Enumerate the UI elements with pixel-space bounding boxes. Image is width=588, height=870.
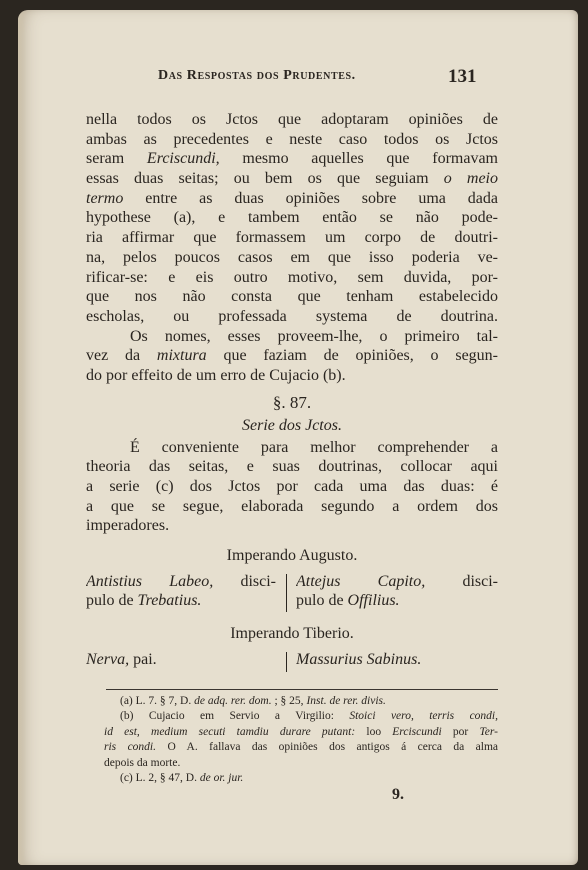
text-line: [296, 572, 498, 591]
jurist-name: Nerva,: [86, 651, 130, 669]
text-line: ambas as precedentes e neste caso todos os Jctos: [86, 130, 498, 148]
text-line: [296, 650, 498, 669]
text-line: É conveniente para melhor comprehender a: [130, 438, 498, 456]
master-name: Trebatius.: [137, 592, 202, 610]
footnote-b-cont: depois da morte.: [104, 756, 181, 769]
book-page: [18, 10, 578, 865]
emperor-heading-augustus: Imperando Augusto.: [226, 547, 358, 565]
text-line: escholas, ou professada systema de doutrina.: [86, 307, 498, 325]
jurist-pair-1: [86, 572, 498, 614]
text-span: seram: [86, 150, 147, 168]
text-span: essas duas seitas; ou bem os que seguiam: [86, 170, 444, 188]
paragraph-3: [86, 438, 498, 536]
text-line: imperadores.: [86, 517, 170, 535]
footnote-a: [104, 694, 498, 709]
text-span: por: [441, 725, 480, 738]
text-line: [86, 346, 498, 366]
paragraph-1: [86, 110, 498, 327]
text-span: (a) L. 7. § 7, D.: [120, 695, 195, 707]
jurist-right: [296, 572, 498, 610]
italic-term: mixtura: [156, 347, 207, 365]
text-line: [86, 591, 276, 610]
text-line: [86, 572, 276, 591]
text-span: (b) Cujacio em Servio a Virgilio:: [120, 710, 350, 723]
page-header: [18, 66, 578, 90]
jurist-name: Antistius Labeo,: [86, 573, 214, 591]
footnote-b-cont: [104, 725, 498, 740]
citation: de or. jur.: [199, 771, 244, 784]
text-span: O A. fallava das opiniões dos antigos á cerca da alma: [156, 741, 498, 754]
column-divider: [286, 574, 287, 612]
italic-term: o meio: [443, 170, 498, 188]
text-line: do por effeito de um erro de Cujacio (b).: [86, 366, 346, 384]
text-line: a serie (c) dos Jctos por cada uma das duas: é: [86, 478, 498, 495]
page-number: 131: [448, 66, 477, 87]
footnotes: [104, 694, 498, 786]
text-span: pulo de: [296, 592, 348, 610]
text-line: que nos não consta que tenham estabelecido: [86, 288, 498, 306]
text-span: entre as duas opiniões sobre uma dada: [123, 189, 498, 207]
text-line: [296, 591, 498, 610]
italic-term: termo: [86, 189, 124, 207]
footnote-b: [104, 709, 498, 724]
citation: id est, medium secuti tamdiu durare putant:: [104, 725, 356, 738]
text-span: mesmo aquelles que formavam: [219, 150, 498, 168]
text-span: vez da: [86, 347, 157, 365]
jurist-name: Attejus Capito,: [296, 573, 426, 591]
jurist-name: Massurius Sabinus.: [296, 651, 422, 669]
footnote-b-cont: [104, 740, 498, 755]
text-line: [86, 189, 498, 209]
footnote-rule: [106, 689, 498, 690]
page-body: [86, 110, 498, 674]
emperor-heading-tiberius: Imperando Tiberio.: [230, 625, 354, 643]
section-title: Serie dos Jctos.: [242, 416, 342, 434]
column-divider: [286, 652, 287, 672]
citation: de adq. rer. dom.: [194, 695, 272, 707]
citation: ris condi.: [104, 741, 157, 754]
text-line: a que se segue, elaborada segundo a ordem dos: [86, 497, 498, 515]
master-name: Offilius.: [347, 592, 400, 610]
text-line: rificar-se: e eis outro motivo, sem duvida, por-: [86, 268, 498, 286]
jurist-left: [86, 650, 276, 669]
section-number: §. 87.: [272, 392, 312, 412]
citation: Ter-: [479, 725, 498, 738]
text-span: pulo de: [86, 592, 138, 610]
text-line: [86, 169, 498, 189]
citation: Erciscundi: [392, 725, 442, 738]
signature-mark: 9.: [392, 786, 404, 803]
text-span: disci-: [425, 573, 498, 591]
text-line: nella todos os Jctos que adoptaram opiniões de: [86, 111, 498, 128]
text-span: que faziam de opiniões, o segun-: [206, 347, 498, 365]
text-line: Os nomes, esses proveem-lhe, o primeiro tal-: [130, 327, 498, 345]
latin-term: Erciscundi,: [146, 150, 220, 168]
citation: Stoici vero, terris condi,: [349, 710, 498, 723]
text-line: theoria das seitas, e suas doutrinas, collocar aqui: [86, 458, 498, 476]
text-line: ria affirmar que formassem um corpo de doutri-: [86, 229, 498, 247]
text-span: loo: [355, 725, 393, 738]
text-span: pai.: [129, 651, 157, 669]
text-line: hypothese (a), e tambem então se não pode-: [86, 209, 498, 227]
text-span: disci-: [213, 573, 276, 591]
text-span: (c) L. 2, § 47, D.: [120, 771, 200, 784]
footnote-c: [104, 771, 498, 786]
citation: Inst. de rer. divis.: [306, 695, 386, 707]
jurist-right: [296, 650, 498, 669]
running-head: Das Respostas dos Prudentes.: [158, 68, 356, 83]
text-span: ; § 25,: [271, 695, 307, 707]
jurist-pair-2: [86, 650, 498, 674]
jurist-left: [86, 572, 276, 610]
paragraph-2: [86, 327, 498, 386]
text-line: [86, 650, 276, 669]
text-line: na, pelos poucos casos em que isso poderia ve-: [86, 248, 498, 266]
text-line: [86, 149, 498, 169]
